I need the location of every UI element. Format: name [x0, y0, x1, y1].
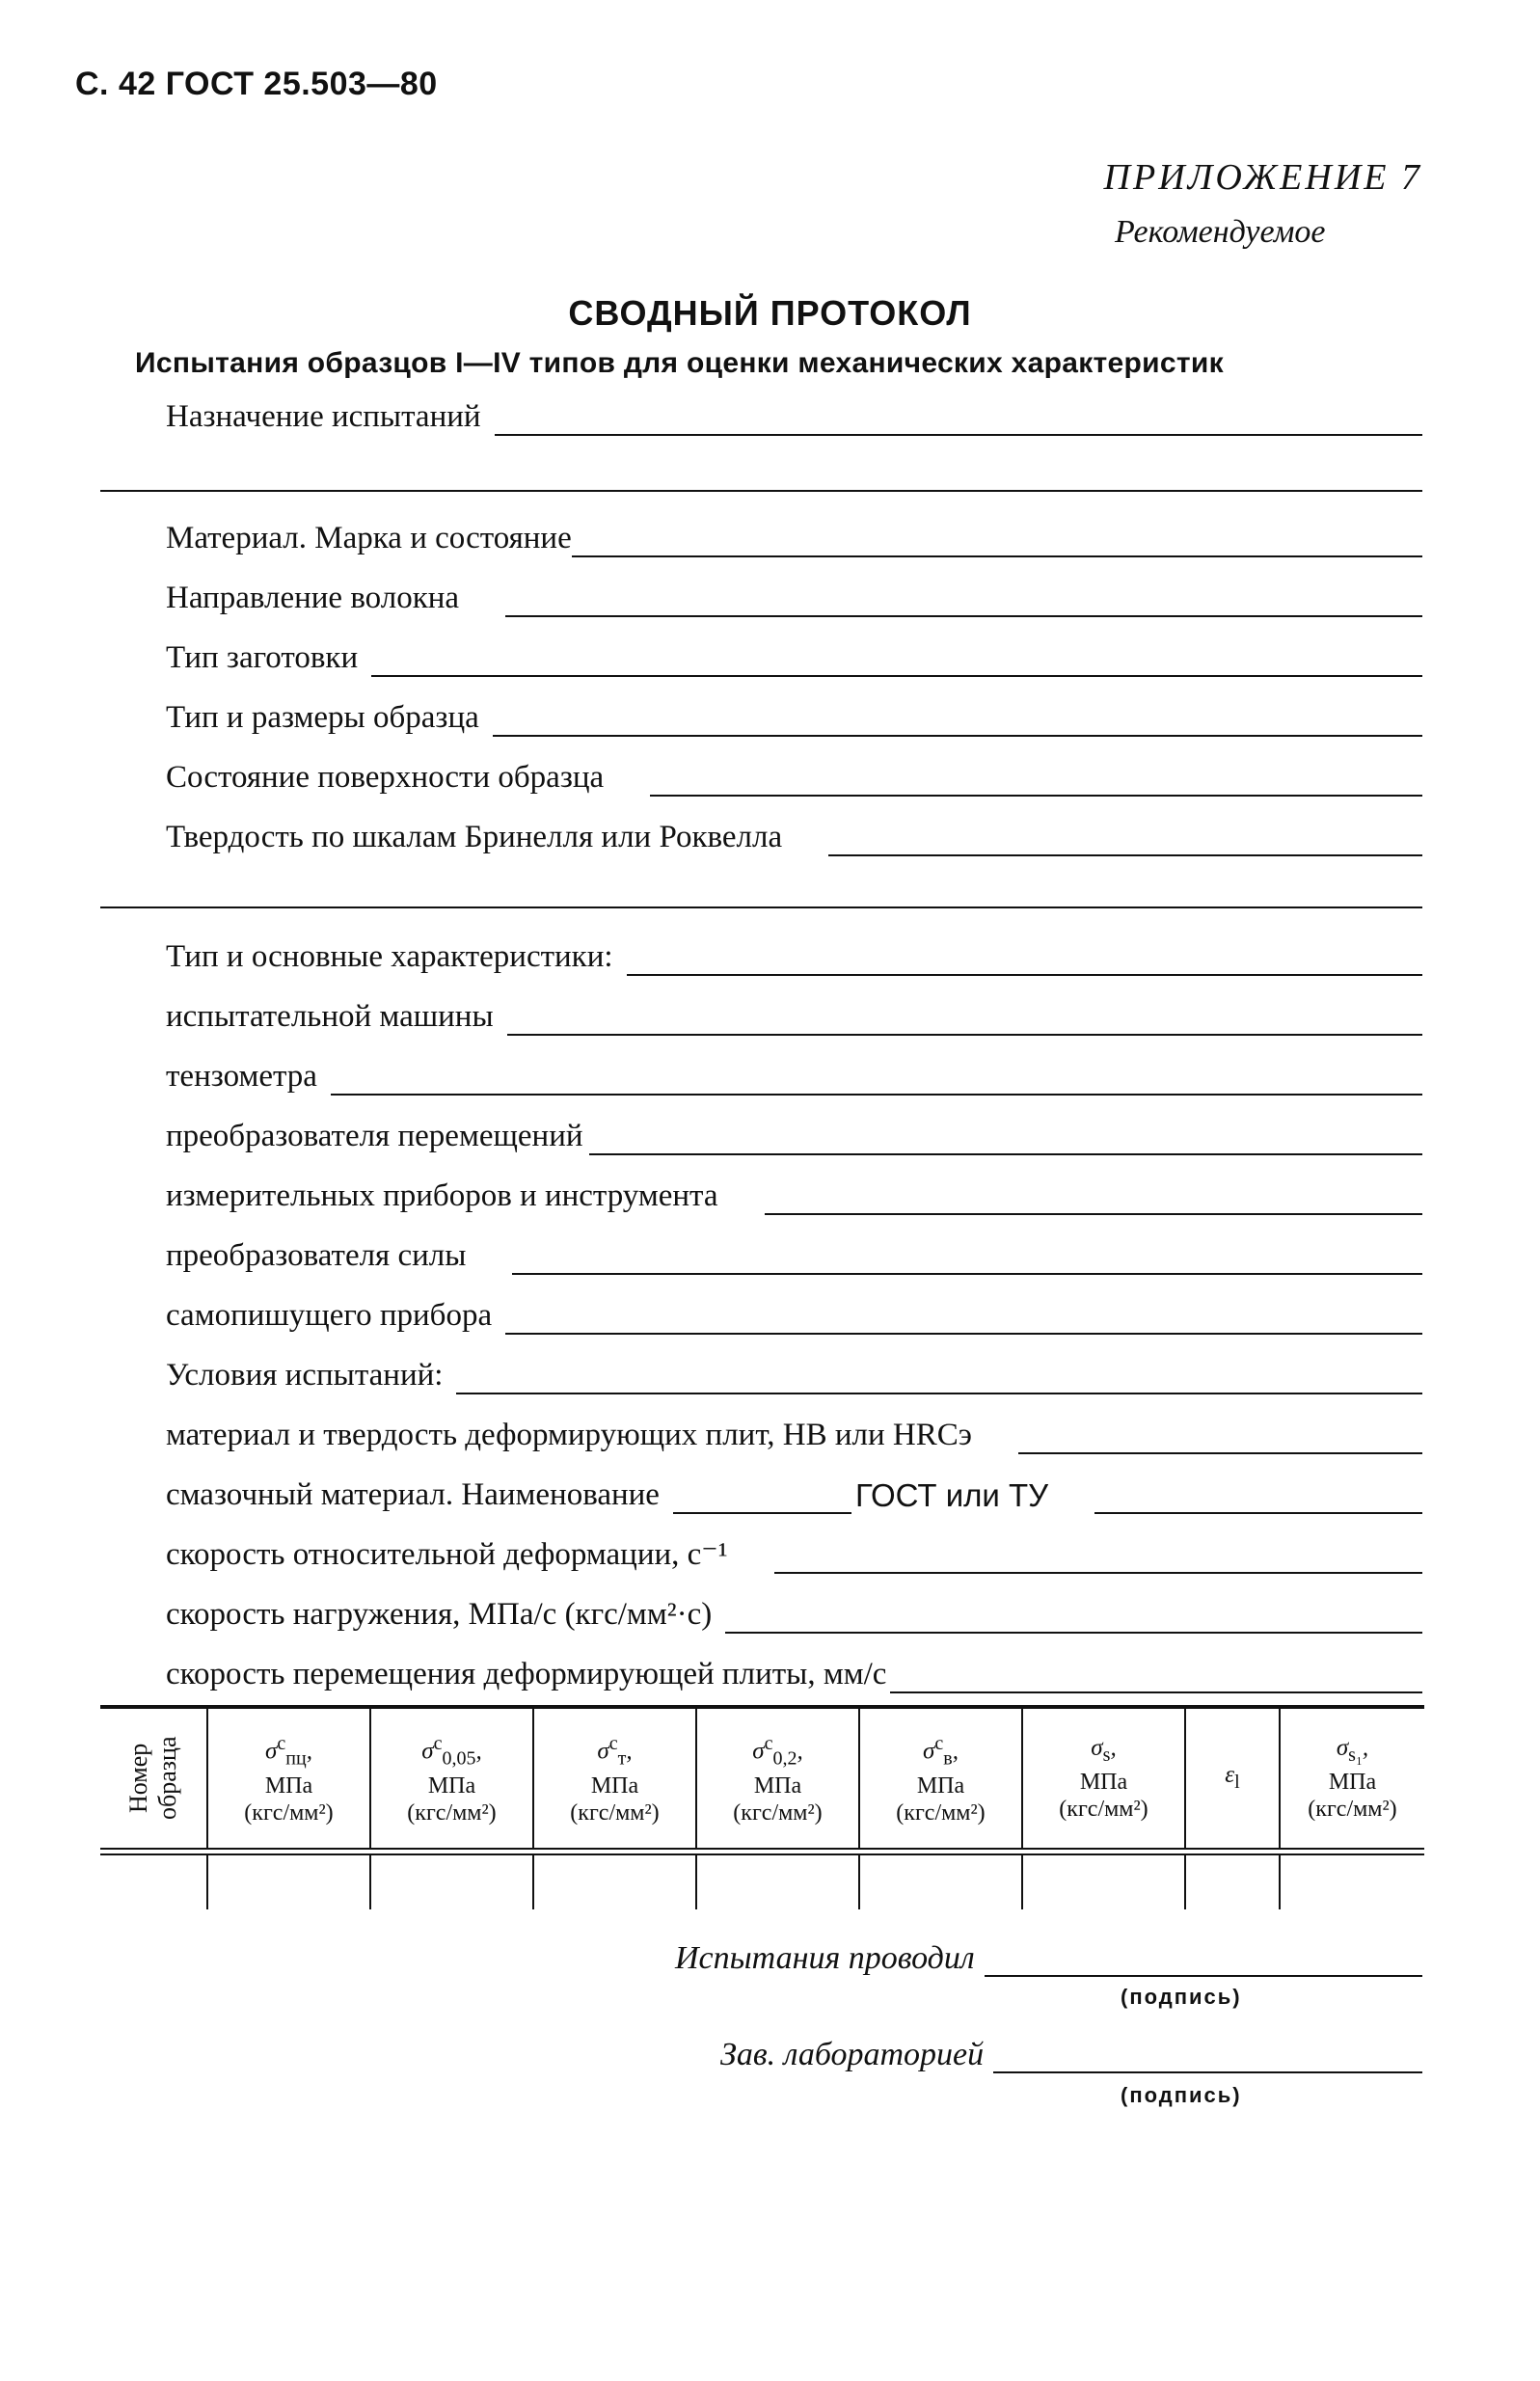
instruments-row — [166, 1169, 1422, 1215]
cell[interactable] — [532, 1855, 695, 1909]
force-transducer-label: преобразователя силы — [166, 1238, 467, 1273]
purpose-label: Назначение испытаний — [166, 399, 481, 434]
cell[interactable] — [1184, 1855, 1279, 1909]
load-rate-label: скорость нагружения, МПа/с (кгс/мм²·с) — [166, 1597, 713, 1632]
lab-head-signature-line[interactable] — [993, 2039, 1422, 2073]
sample-size-row — [166, 690, 1422, 737]
conditions-heading-row — [166, 1348, 1422, 1394]
tester-label: Испытания проводил — [675, 1940, 975, 1976]
displacement-transducer-row — [166, 1109, 1422, 1155]
blank-type-input-line[interactable] — [371, 642, 1422, 677]
tensometer-row — [166, 1049, 1422, 1096]
equipment-heading: Тип и основные характеристики: — [166, 939, 613, 974]
surface-state-input-line[interactable] — [650, 762, 1422, 797]
plates-label: материал и твердость деформирующих плит, НВ или HRCэ — [166, 1418, 972, 1452]
lubricant-label: смазочный материал. Наименование — [166, 1477, 660, 1512]
recorder-label: самопишущего прибора — [166, 1298, 493, 1333]
header-col-6: $\sigma_s$, МПа (кгс/мм²) — [1021, 1709, 1184, 1848]
header-col-1: $\sigma^с_{пц}$, МПа (кгс/мм²) — [206, 1709, 369, 1848]
plates-row — [166, 1408, 1422, 1454]
equipment-heading-row — [166, 930, 1422, 976]
plates-input-line[interactable] — [1018, 1420, 1422, 1454]
purpose-input-line[interactable] — [495, 401, 1422, 436]
purpose-row — [166, 390, 1422, 436]
surface-state-label: Состояние поверхности образца — [166, 760, 605, 795]
lubricant-name-input-line[interactable] — [673, 1479, 851, 1514]
cell[interactable] — [369, 1855, 532, 1909]
plate-speed-input-line[interactable] — [890, 1659, 1422, 1693]
machine-label: испытательной машины — [166, 999, 494, 1034]
header-col-4: $\sigma^с_{0,2}$, МПа (кгс/мм²) — [695, 1709, 858, 1848]
instruments-input-line[interactable] — [765, 1180, 1422, 1215]
lab-head-signature-row — [720, 2037, 1422, 2073]
machine-input-line[interactable] — [507, 1001, 1422, 1036]
load-rate-row — [166, 1587, 1422, 1634]
hardness-label: Твердость по шкалам Бринелля или Роквелла — [166, 820, 783, 854]
hardness-row — [166, 810, 1422, 856]
material-label: Материал. Марка и состояние — [166, 521, 572, 555]
force-transducer-row — [166, 1229, 1422, 1275]
fiber-direction-label: Направление волокна — [166, 581, 460, 615]
lubricant-gost-input-line[interactable] — [1094, 1479, 1422, 1514]
conditions-heading: Условия испытаний: — [166, 1358, 444, 1393]
blank-type-row — [166, 631, 1422, 677]
cell[interactable] — [695, 1855, 858, 1909]
machine-row — [166, 989, 1422, 1036]
document-title: СВОДНЫЙ ПРОТОКОЛ — [568, 293, 972, 333]
tensometer-label: тензометра — [166, 1059, 317, 1094]
purpose-continuation-line[interactable] — [100, 490, 1422, 492]
lab-head-signature-caption: (подпись) — [1121, 2083, 1242, 2107]
force-transducer-input-line[interactable] — [512, 1240, 1422, 1275]
displacement-transducer-input-line[interactable] — [589, 1121, 1422, 1155]
cell[interactable] — [1279, 1855, 1424, 1909]
instruments-label: измерительных приборов и инструмента — [166, 1178, 718, 1213]
strain-rate-label: скорость относительной деформации, с⁻¹ — [166, 1537, 728, 1572]
header-col-3: $\sigma^с_т$, МПа (кгс/мм²) — [532, 1709, 695, 1848]
strain-rate-row — [166, 1528, 1422, 1574]
header-col-5: $\sigma^с_в$, МПа (кгс/мм²) — [858, 1709, 1021, 1848]
sample-size-input-line[interactable] — [493, 702, 1422, 737]
header-col-7: $\varepsilon_l$ — [1184, 1709, 1279, 1848]
table-row[interactable] — [100, 1855, 1424, 1909]
tensometer-input-line[interactable] — [331, 1061, 1422, 1096]
tester-signature-row — [675, 1940, 1422, 1977]
recorder-row — [166, 1288, 1422, 1335]
recorder-input-line[interactable] — [505, 1300, 1422, 1335]
results-table — [100, 1705, 1424, 1909]
sample-size-label: Тип и размеры образца — [166, 700, 479, 735]
section-divider — [100, 906, 1422, 908]
header-col-2: $\sigma^с_{0,05}$, МПа (кгс/мм²) — [369, 1709, 532, 1848]
cell[interactable] — [858, 1855, 1021, 1909]
cell[interactable] — [1021, 1855, 1184, 1909]
hardness-input-line[interactable] — [828, 822, 1422, 856]
plate-speed-row — [166, 1647, 1422, 1693]
tester-signature-line[interactable] — [985, 1942, 1422, 1977]
material-input-line[interactable] — [572, 523, 1422, 557]
cell[interactable] — [100, 1855, 206, 1909]
lubricant-gost-label: ГОСТ или ТУ — [854, 1477, 1049, 1513]
material-row — [166, 511, 1422, 557]
surface-state-row — [166, 750, 1422, 797]
table-header-row — [100, 1709, 1424, 1848]
fiber-direction-row — [166, 571, 1422, 617]
displacement-transducer-label: преобразователя перемещений — [166, 1119, 583, 1153]
strain-rate-input-line[interactable] — [774, 1539, 1422, 1574]
equipment-heading-input-line[interactable] — [627, 941, 1422, 976]
plate-speed-label: скорость перемещения деформирующей плиты, мм/с — [166, 1657, 887, 1691]
lubricant-row — [166, 1468, 1422, 1514]
cell[interactable] — [206, 1855, 369, 1909]
tester-signature-caption: (подпись) — [1121, 1985, 1242, 2009]
appendix-title: ПРИЛОЖЕНИЕ 7 — [1103, 157, 1422, 198]
load-rate-input-line[interactable] — [725, 1599, 1422, 1634]
blank-type-label: Тип заготовки — [166, 640, 359, 675]
appendix-status: Рекомендуемое — [1115, 214, 1326, 250]
page-header: С. 42 ГОСТ 25.503—80 — [75, 66, 438, 102]
header-col-8: $\sigma_{s_1}$, МПа (кгс/мм²) — [1279, 1709, 1424, 1848]
lab-head-label: Зав. лабораторией — [720, 2037, 985, 2072]
document-subtitle: Испытания образцов I—IV типов для оценки механических характеристик — [135, 347, 1224, 379]
header-sample-number: Номер образца — [124, 1736, 181, 1821]
fiber-direction-input-line[interactable] — [505, 582, 1422, 617]
conditions-input-line[interactable] — [456, 1360, 1422, 1394]
